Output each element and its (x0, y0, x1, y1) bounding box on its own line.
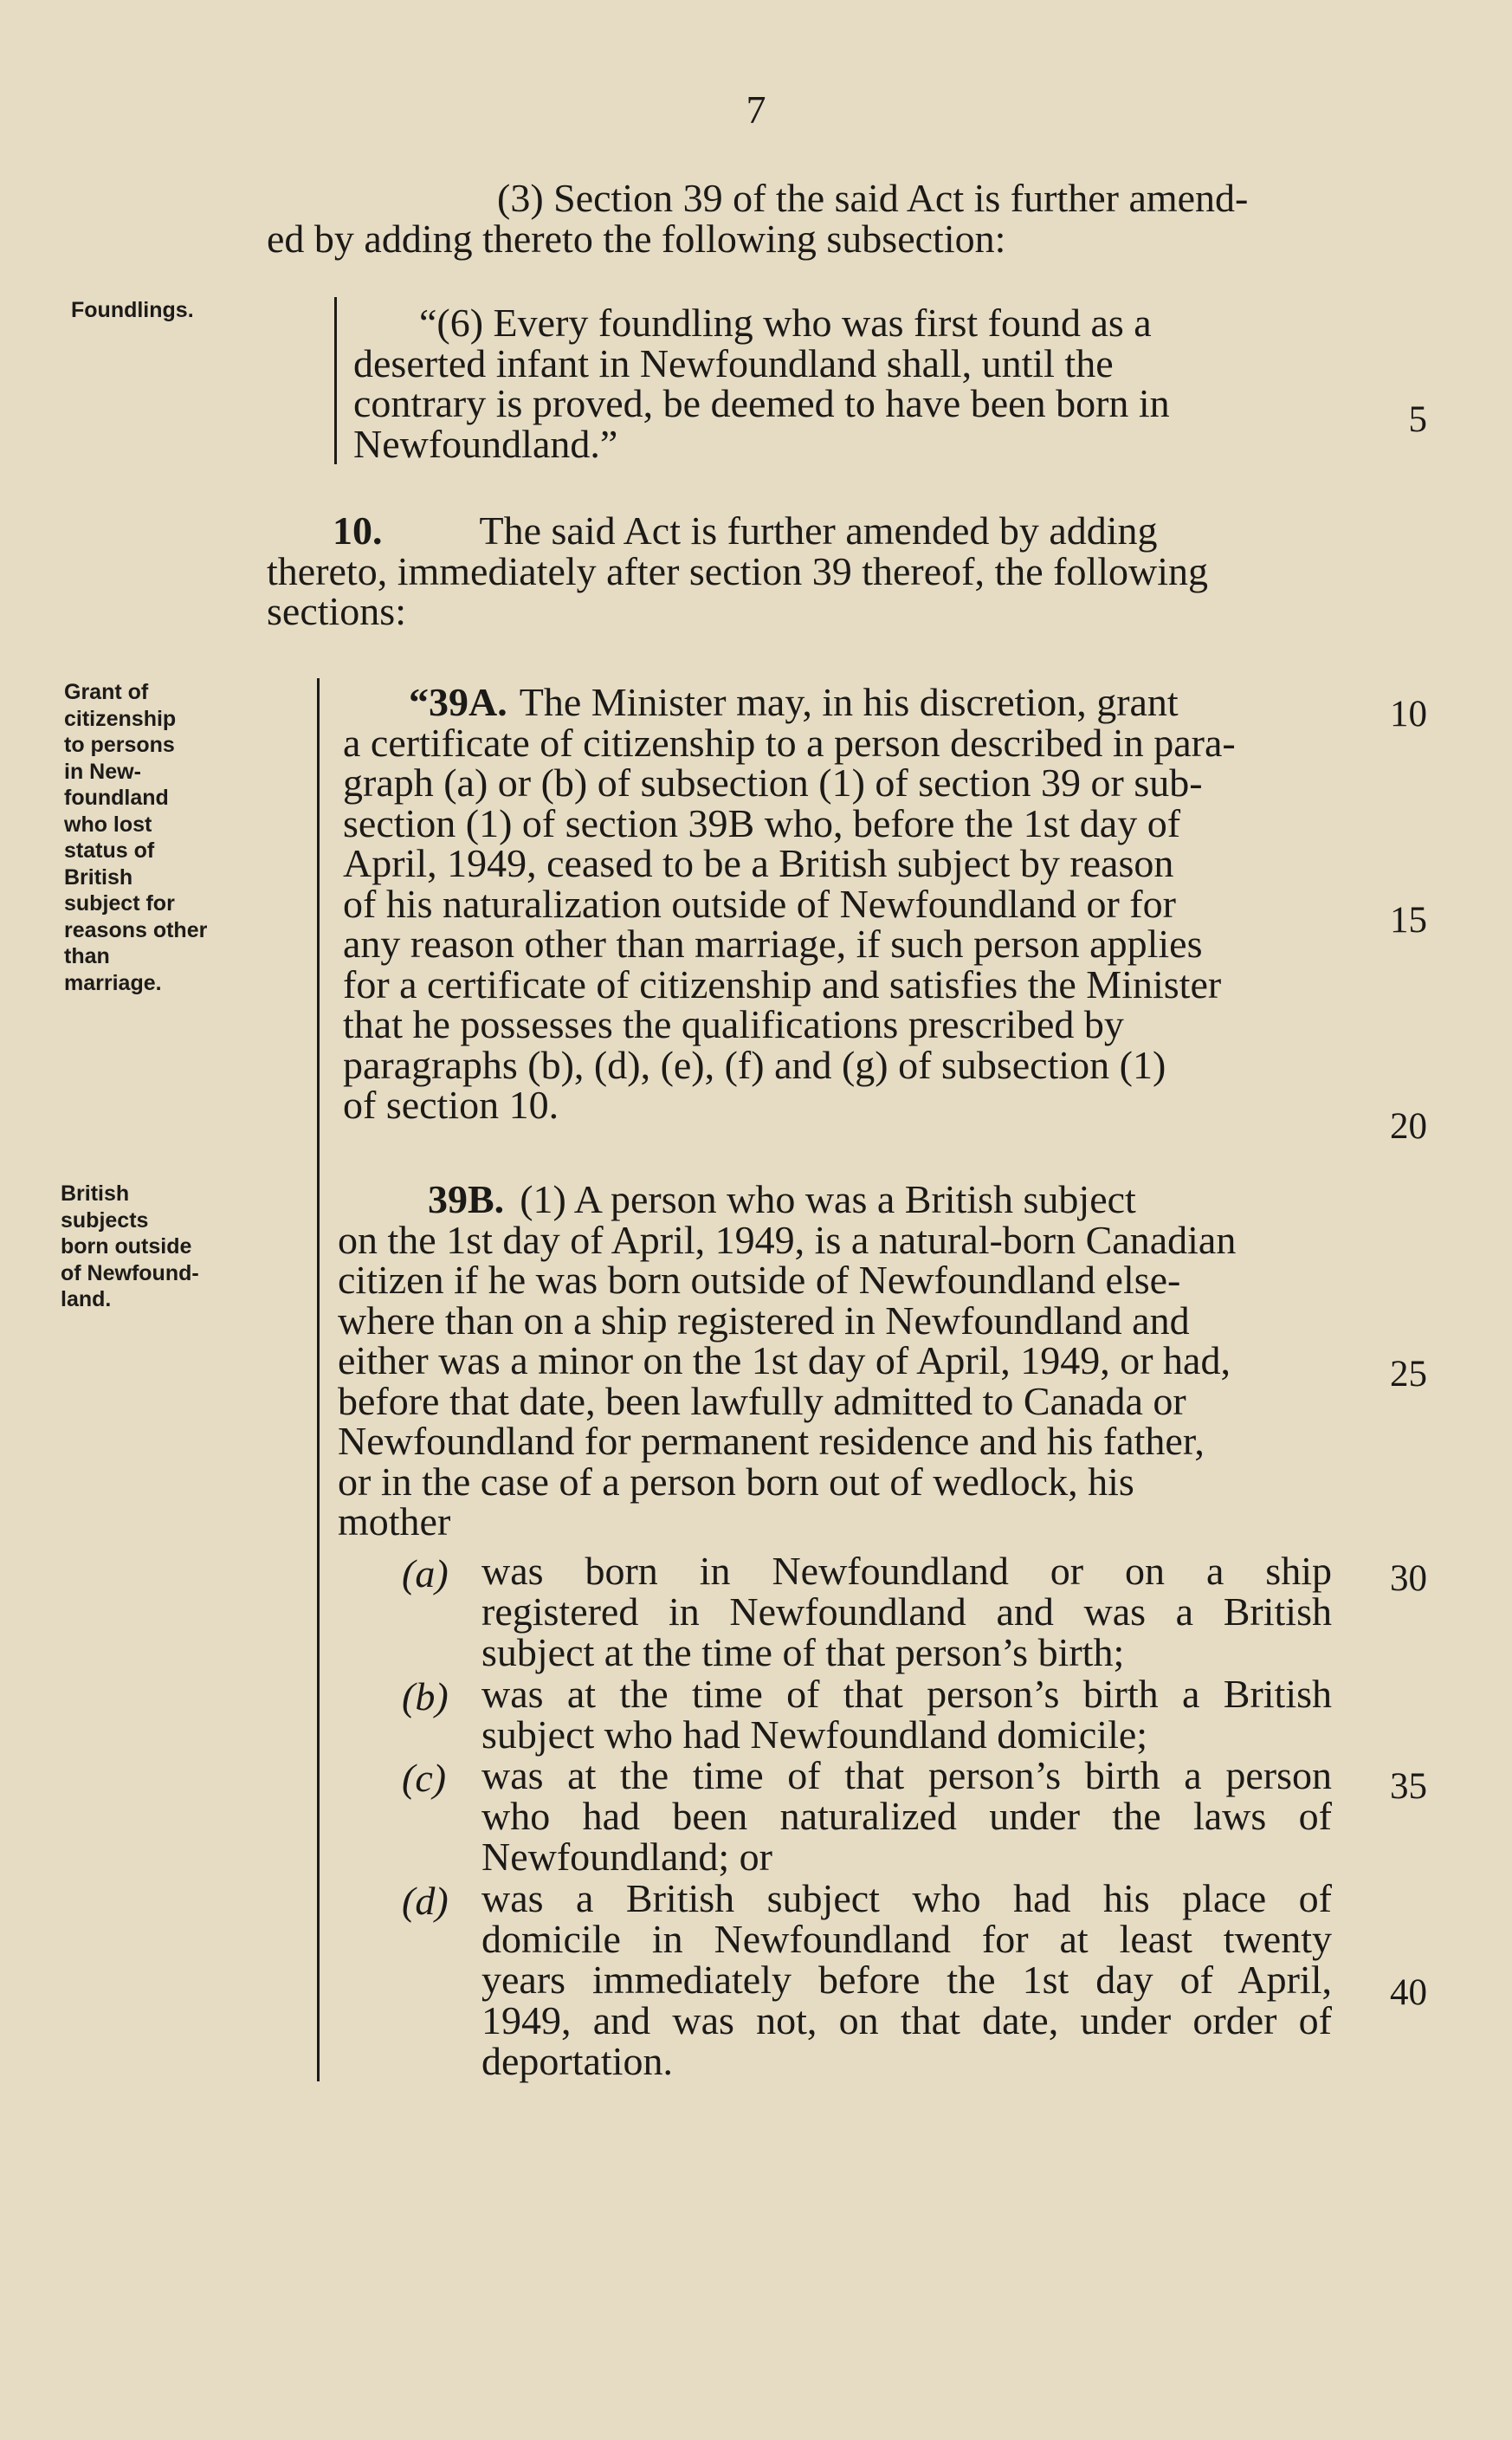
text-line: before that date, been lawfully admitted to Canada or (338, 1378, 1186, 1423)
subsection-6-paragraph (353, 303, 1351, 464)
text-line: 1949, and was not, on that date, under order of (481, 1998, 1332, 2042)
text-line (267, 508, 1351, 553)
note-line: subject for (64, 891, 175, 916)
text-line: any reason other than marriage, if such person applies (343, 922, 1203, 966)
text-line: mother (338, 1499, 451, 1544)
note-line: citizenship (64, 706, 177, 731)
text-line: contrary is proved, be deemed to have been born in (353, 381, 1170, 425)
line-number-20: 20 (1390, 1106, 1427, 1147)
text-line: was born in Newfoundland or on a ship (481, 1549, 1332, 1593)
note-line: British (61, 1181, 130, 1206)
text-line: citizen if he was born outside of Newfoundland else- (338, 1258, 1181, 1302)
line-number-40: 40 (1390, 1972, 1427, 2013)
line-number-15: 15 (1390, 900, 1427, 941)
subsection-3-paragraph (267, 178, 1351, 259)
margin-note-grant-of-citizenship (64, 679, 207, 996)
note-line: subjects (61, 1207, 149, 1233)
quote-rule (317, 678, 320, 2081)
text-line: deportation. (481, 2039, 673, 2083)
note-line: to persons (64, 733, 175, 757)
text-line: registered in Newfoundland and was a British (481, 1589, 1332, 1634)
text-line: a certificate of citizenship to a person described in para- (343, 720, 1236, 765)
text-line: subject who had Newfoundland domicile; (481, 1712, 1148, 1757)
note-line: than (64, 944, 110, 968)
item-label-a: (a) (402, 1551, 449, 1595)
item-label-d: (d) (402, 1879, 449, 1923)
note-line: land. (61, 1287, 112, 1311)
margin-note-foundlings: Foundlings. (71, 298, 194, 322)
text-line: domicile in Newfoundland for at least twenty (481, 1917, 1332, 1961)
text-line: section (1) of section 39B who, before the 1st day of (343, 800, 1181, 845)
item-c-text (481, 1755, 1332, 1877)
text-line: Newfoundland for permanent residence and his father, (338, 1419, 1205, 1463)
line-number-35: 35 (1390, 1766, 1427, 1807)
page-number: 7 (746, 87, 766, 132)
text-line: years immediately before the 1st day of April, (481, 1958, 1332, 2002)
item-label-c: (c) (402, 1756, 447, 1800)
text-line: (3) Section 39 of the said Act is further amend- (497, 176, 1249, 220)
margin-note-british-subjects (61, 1181, 199, 1313)
text-line: where than on a ship registered in Newfoundland and (338, 1298, 1190, 1343)
text-line: deserted infant in Newfoundland shall, until the (353, 340, 1114, 385)
note-line: status of (64, 838, 155, 863)
section-number: 10. (333, 508, 383, 553)
note-line: foundland (64, 786, 169, 810)
text-line: was a British subject who had his place of (481, 1876, 1332, 1920)
text-line: Newfoundland.” (353, 421, 618, 466)
section-text: (1) A person who was a British subject (520, 1177, 1136, 1221)
text-line: of his naturalization outside of Newfoundland or for (343, 881, 1176, 926)
section-text: The said Act is further amended by adding (479, 508, 1158, 553)
note-line: born outside (61, 1234, 192, 1259)
section-39a-paragraph (343, 680, 1344, 1127)
text-line: or in the case of a person born out of wedlock, his (338, 1459, 1134, 1504)
quote-rule (334, 297, 337, 464)
text-line: was at the time of that person’s birth a British (481, 1672, 1332, 1716)
text-line: Newfoundland; or (481, 1835, 772, 1879)
text-line: April, 1949, ceased to be a British subject by reason (343, 841, 1174, 885)
text-line (343, 680, 1344, 724)
note-line: British (64, 864, 133, 890)
section-number: 39B. (428, 1177, 505, 1221)
note-line: reasons other (64, 917, 208, 942)
note-line: who lost (64, 812, 152, 837)
note-line: Grant of (64, 680, 149, 704)
note-line: marriage. (64, 970, 162, 995)
text-line: sections: (267, 589, 406, 633)
section-text: The Minister may, in his discretion, grant (519, 680, 1179, 724)
text-line: paragraphs (b), (d), (e), (f) and (g) of subsection (1) (343, 1042, 1166, 1087)
text-line: ed by adding thereto the following subsection: (267, 216, 1006, 261)
text-line: graph (a) or (b) of subsection (1) of section 39 or sub- (343, 760, 1203, 805)
text-line: was at the time of that person’s birth a person (481, 1753, 1332, 1797)
item-label-b: (b) (402, 1674, 449, 1718)
text-line: subject at the time of that person’s birth; (481, 1630, 1125, 1674)
section-number: “39A. (409, 680, 507, 724)
note-line: in New- (64, 759, 141, 784)
item-a-text (481, 1550, 1332, 1673)
section-39b-paragraph (338, 1177, 1337, 1544)
item-d-text (481, 1878, 1332, 2081)
text-line: thereto, immediately after section 39 thereof, the following (267, 548, 1209, 593)
text-line: “(6) Every foundling who was first found as a (419, 301, 1152, 345)
text-line: on the 1st day of April, 1949, is a natural-born Canadian (338, 1217, 1237, 1262)
text-line: either was a minor on the 1st day of April, 1949, or had, (338, 1338, 1231, 1382)
note-line: of Newfound- (61, 1260, 199, 1285)
text-line: for a certificate of citizenship and satisfies the Minister (343, 961, 1222, 1006)
line-number-10: 10 (1390, 694, 1427, 735)
text-line: who had been naturalized under the laws of (481, 1794, 1332, 1838)
text-line: of section 10. (343, 1083, 559, 1127)
section-10-paragraph (267, 508, 1351, 633)
line-number-5: 5 (1408, 399, 1427, 440)
line-number-30: 30 (1390, 1558, 1427, 1599)
text-line: that he possesses the qualifications prescribed by (343, 1002, 1124, 1046)
text-line (338, 1177, 1337, 1221)
line-number-25: 25 (1390, 1354, 1427, 1395)
item-b-text (481, 1673, 1332, 1755)
